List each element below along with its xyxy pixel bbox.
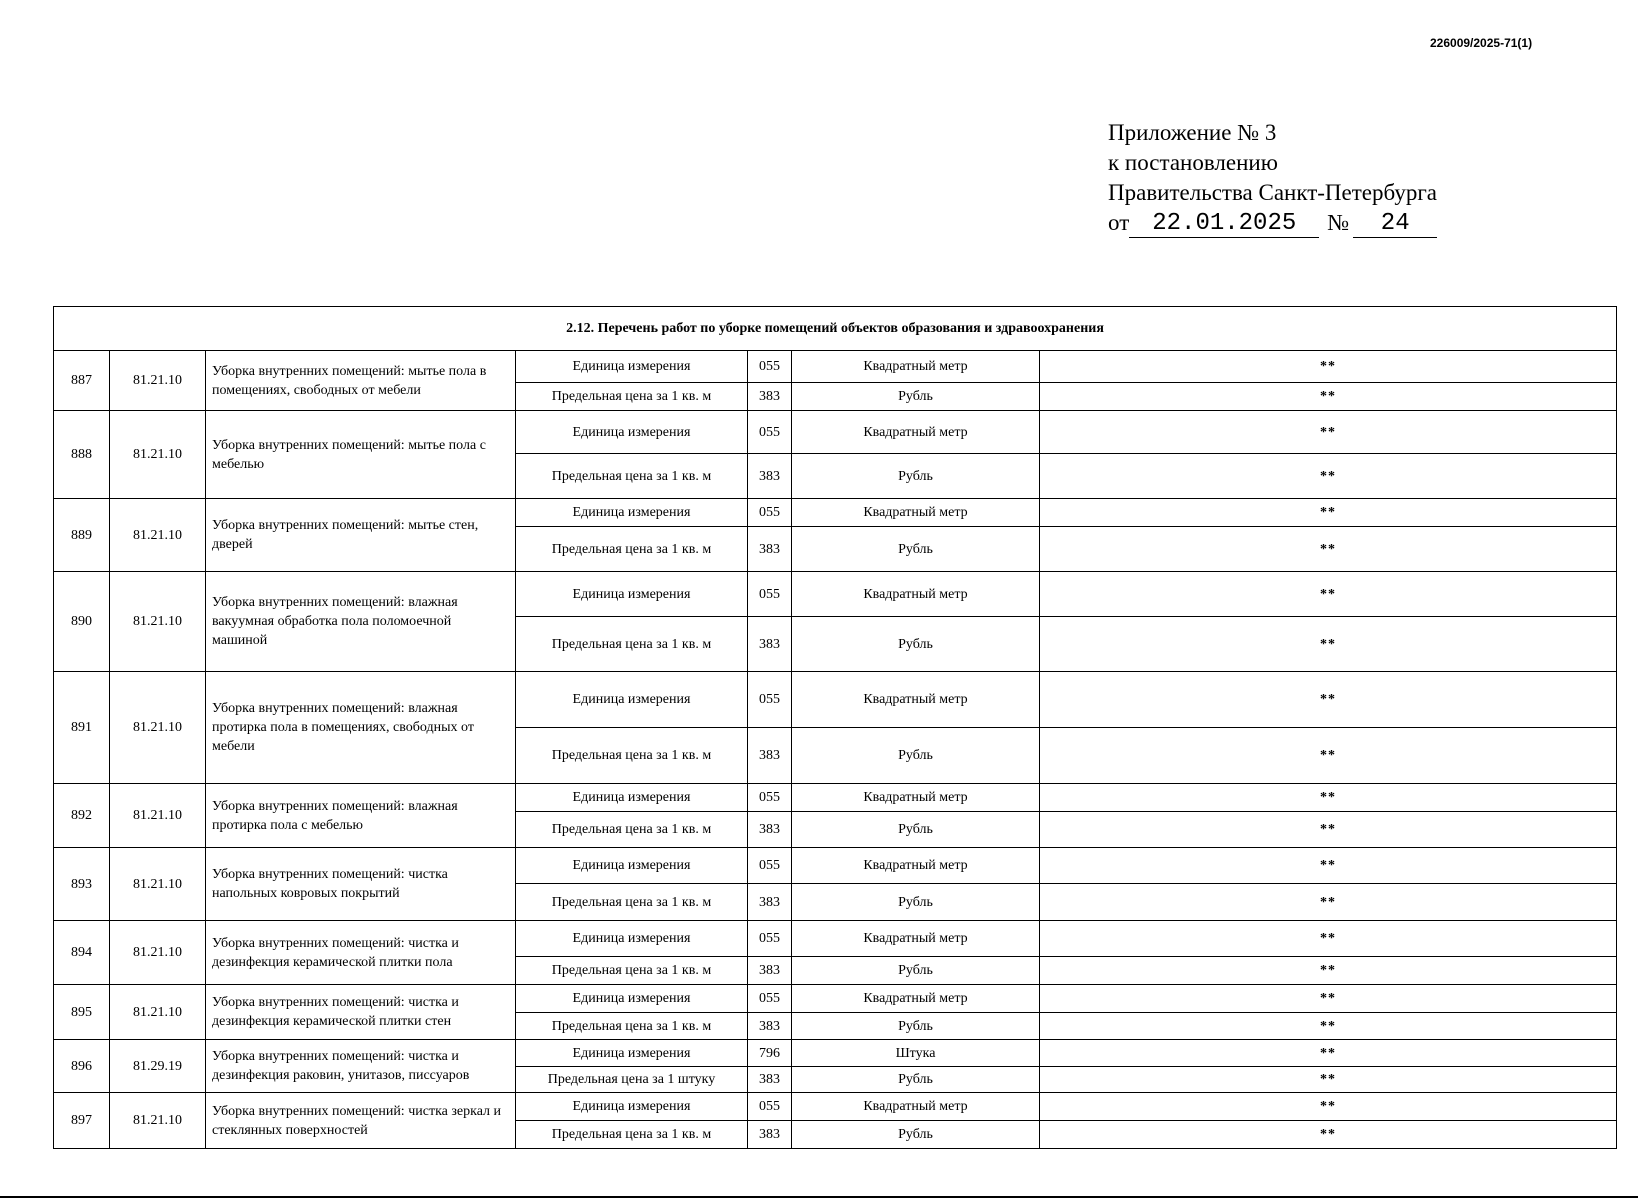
classifier-code: 383 (748, 1121, 792, 1149)
unit-name: Штука (792, 1040, 1040, 1067)
unit-name: Рубль (792, 812, 1040, 848)
param-name: Предельная цена за 1 штуку (516, 1067, 748, 1093)
unit-name: Квадратный метр (792, 985, 1040, 1013)
work-description: Уборка внутренних помещений: влажная протирка пола в помещениях, свободных от мебели (206, 672, 516, 784)
classifier-code: 383 (748, 957, 792, 985)
param-name: Единица измерения (516, 1093, 748, 1121)
okpd-code: 81.21.10 (110, 351, 206, 411)
unit-name: Рубль (792, 1067, 1040, 1093)
param-value: ** (1040, 617, 1617, 672)
table-row (54, 572, 1617, 617)
param-value: ** (1040, 812, 1617, 848)
param-name: Единица измерения (516, 985, 748, 1013)
param-value: ** (1040, 411, 1617, 454)
unit-name: Квадратный метр (792, 572, 1040, 617)
unit-name: Рубль (792, 527, 1040, 572)
classifier-code: 383 (748, 383, 792, 411)
classifier-code: 055 (748, 985, 792, 1013)
param-value: ** (1040, 1093, 1617, 1121)
param-value: ** (1040, 784, 1617, 812)
row-number: 897 (54, 1093, 110, 1149)
classifier-code: 055 (748, 784, 792, 812)
table-row (54, 411, 1617, 454)
okpd-code: 81.21.10 (110, 784, 206, 848)
param-value: ** (1040, 884, 1617, 921)
classifier-code: 383 (748, 728, 792, 784)
param-name: Предельная цена за 1 кв. м (516, 1013, 748, 1040)
classifier-code: 383 (748, 1067, 792, 1093)
annex-title: Приложение № 3 (1108, 120, 1277, 145)
date-label: от (1108, 210, 1130, 235)
okpd-code: 81.21.10 (110, 985, 206, 1040)
classifier-code: 055 (748, 572, 792, 617)
param-value: ** (1040, 383, 1617, 411)
row-number: 889 (54, 499, 110, 572)
work-description: Уборка внутренних помещений: влажная протирка пола с мебелью (206, 784, 516, 848)
row-number: 891 (54, 672, 110, 784)
unit-name: Рубль (792, 884, 1040, 921)
unit-name: Квадратный метр (792, 499, 1040, 527)
unit-name: Квадратный метр (792, 848, 1040, 884)
param-value: ** (1040, 572, 1617, 617)
param-name: Единица измерения (516, 848, 748, 884)
param-value: ** (1040, 672, 1617, 728)
param-value: ** (1040, 1013, 1617, 1040)
number-value: 24 (1353, 211, 1437, 238)
classifier-code: 055 (748, 921, 792, 957)
classifier-code: 383 (748, 527, 792, 572)
document-registration-number: 226009/2025-71(1) (1430, 36, 1533, 50)
unit-name: Квадратный метр (792, 411, 1040, 454)
param-name: Предельная цена за 1 кв. м (516, 957, 748, 985)
param-name: Предельная цена за 1 кв. м (516, 527, 748, 572)
annex-authority: Правительства Санкт-Петербурга (1108, 180, 1437, 205)
param-value: ** (1040, 957, 1617, 985)
param-name: Предельная цена за 1 кв. м (516, 728, 748, 784)
row-number: 895 (54, 985, 110, 1040)
date-value: 22.01.2025 (1129, 211, 1319, 238)
okpd-code: 81.21.10 (110, 572, 206, 672)
classifier-code: 796 (748, 1040, 792, 1067)
classifier-code: 055 (748, 411, 792, 454)
work-description: Уборка внутренних помещений: чистка и дезинфекция керамической плитки пола (206, 921, 516, 985)
param-name: Предельная цена за 1 кв. м (516, 454, 748, 499)
work-description: Уборка внутренних помещений: мытье пола в помещениях, свободных от мебели (206, 351, 516, 411)
unit-name: Квадратный метр (792, 672, 1040, 728)
section-header-row (54, 307, 1617, 351)
param-name: Единица измерения (516, 572, 748, 617)
row-number: 894 (54, 921, 110, 985)
table-row (54, 848, 1617, 884)
param-name: Единица измерения (516, 351, 748, 383)
row-number: 890 (54, 572, 110, 672)
param-value: ** (1040, 1067, 1617, 1093)
classifier-code: 055 (748, 672, 792, 728)
section-title: 2.12. Перечень работ по уборке помещений объектов образования и здравоохранения (54, 307, 1617, 351)
row-number: 887 (54, 351, 110, 411)
okpd-code: 81.21.10 (110, 921, 206, 985)
classifier-code: 383 (748, 617, 792, 672)
work-description: Уборка внутренних помещений: влажная вакуумная обработка пола поломоечной машиной (206, 572, 516, 672)
row-number: 893 (54, 848, 110, 921)
param-value: ** (1040, 454, 1617, 499)
unit-name: Квадратный метр (792, 351, 1040, 383)
param-value: ** (1040, 728, 1617, 784)
param-name: Предельная цена за 1 кв. м (516, 617, 748, 672)
table-row (54, 921, 1617, 957)
table-row (54, 985, 1617, 1013)
unit-name: Рубль (792, 957, 1040, 985)
table-row (54, 499, 1617, 527)
table-row (54, 351, 1617, 383)
work-description: Уборка внутренних помещений: чистка зеркал и стеклянных поверхностей (206, 1093, 516, 1149)
classifier-code: 383 (748, 884, 792, 921)
classifier-code: 055 (748, 848, 792, 884)
param-value: ** (1040, 1121, 1617, 1149)
work-description: Уборка внутренних помещений: чистка напольных ковровых покрытий (206, 848, 516, 921)
param-value: ** (1040, 921, 1617, 957)
classifier-code: 055 (748, 1093, 792, 1121)
unit-name: Рубль (792, 383, 1040, 411)
unit-name: Квадратный метр (792, 921, 1040, 957)
work-description: Уборка внутренних помещений: чистка и дезинфекция керамической плитки стен (206, 985, 516, 1040)
classifier-code: 383 (748, 454, 792, 499)
work-description: Уборка внутренних помещений: мытье стен, дверей (206, 499, 516, 572)
param-value: ** (1040, 848, 1617, 884)
work-description: Уборка внутренних помещений: чистка и дезинфекция раковин, унитазов, писсуаров (206, 1040, 516, 1093)
annex-subtitle: к постановлению (1108, 150, 1278, 175)
classifier-code: 055 (748, 499, 792, 527)
param-value: ** (1040, 1040, 1617, 1067)
row-number: 892 (54, 784, 110, 848)
param-value: ** (1040, 499, 1617, 527)
param-value: ** (1040, 985, 1617, 1013)
param-name: Единица измерения (516, 499, 748, 527)
table-row (54, 672, 1617, 728)
unit-name: Квадратный метр (792, 1093, 1040, 1121)
param-name: Предельная цена за 1 кв. м (516, 1121, 748, 1149)
works-list-table (53, 306, 1617, 1149)
param-name: Предельная цена за 1 кв. м (516, 383, 748, 411)
table-row (54, 1093, 1617, 1121)
classifier-code: 383 (748, 1013, 792, 1040)
annex-date-line (1108, 208, 1437, 238)
number-label: № (1327, 210, 1350, 235)
unit-name: Рубль (792, 1013, 1040, 1040)
param-name: Единица измерения (516, 921, 748, 957)
param-name: Единица измерения (516, 1040, 748, 1067)
param-name: Единица измерения (516, 411, 748, 454)
annex-header (1108, 118, 1437, 238)
unit-name: Рубль (792, 617, 1040, 672)
okpd-code: 81.21.10 (110, 1093, 206, 1149)
param-value: ** (1040, 527, 1617, 572)
param-name: Предельная цена за 1 кв. м (516, 812, 748, 848)
param-name: Предельная цена за 1 кв. м (516, 884, 748, 921)
okpd-code: 81.21.10 (110, 672, 206, 784)
row-number: 888 (54, 411, 110, 499)
work-description: Уборка внутренних помещений: мытье пола с мебелью (206, 411, 516, 499)
unit-name: Рубль (792, 454, 1040, 499)
table-row (54, 784, 1617, 812)
param-value: ** (1040, 351, 1617, 383)
okpd-code: 81.29.19 (110, 1040, 206, 1093)
param-name: Единица измерения (516, 784, 748, 812)
param-name: Единица измерения (516, 672, 748, 728)
okpd-code: 81.21.10 (110, 411, 206, 499)
page-bottom-rule (0, 1196, 1638, 1198)
classifier-code: 055 (748, 351, 792, 383)
okpd-code: 81.21.10 (110, 848, 206, 921)
unit-name: Рубль (792, 728, 1040, 784)
okpd-code: 81.21.10 (110, 499, 206, 572)
unit-name: Рубль (792, 1121, 1040, 1149)
row-number: 896 (54, 1040, 110, 1093)
unit-name: Квадратный метр (792, 784, 1040, 812)
classifier-code: 383 (748, 812, 792, 848)
table-row (54, 1040, 1617, 1067)
